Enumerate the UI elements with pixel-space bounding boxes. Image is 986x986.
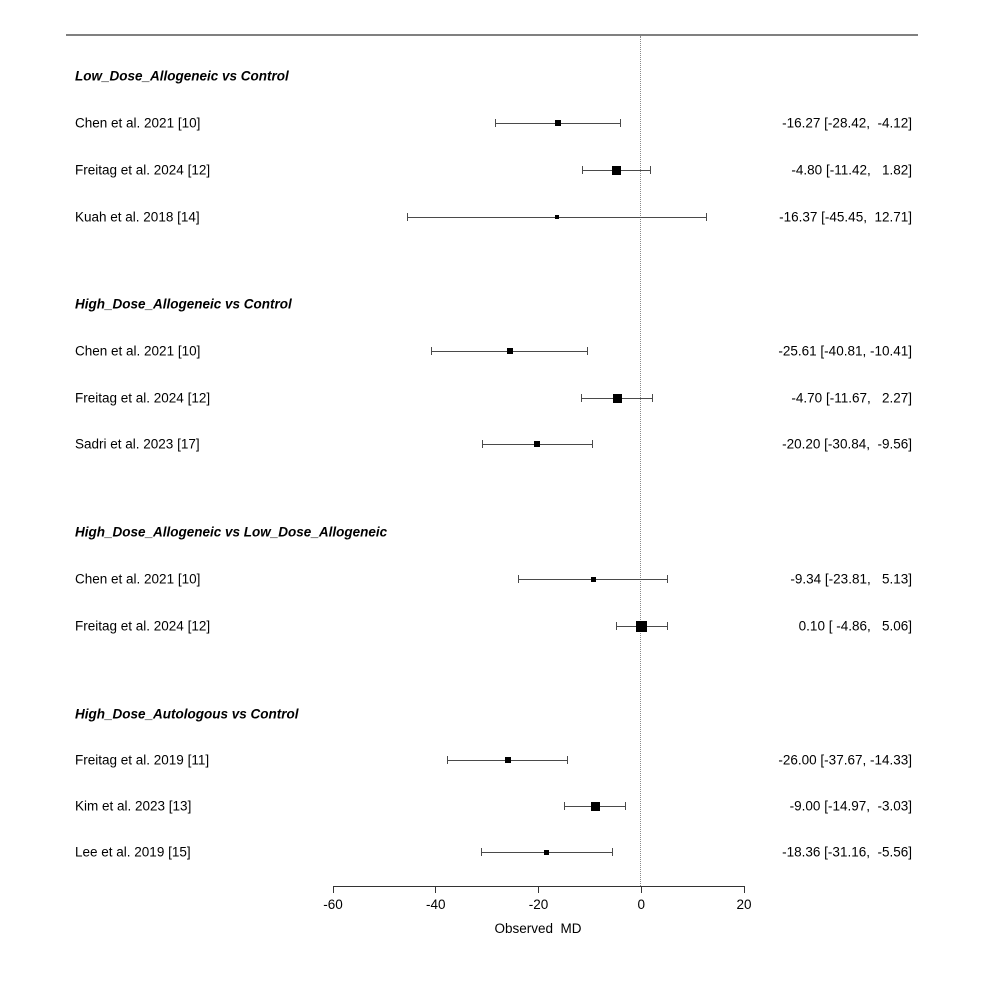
effect-annotation: -18.36 [-31.16, -5.56]: [782, 844, 912, 860]
ci-cap-right: [650, 166, 651, 174]
ci-cap-right: [706, 213, 707, 221]
point-estimate-square: [612, 166, 621, 175]
point-estimate-square: [505, 757, 511, 763]
ci-cap-left: [407, 213, 408, 221]
effect-annotation: 0.10 [ -4.86, 5.06]: [791, 618, 912, 634]
ci-cap-right: [567, 756, 568, 764]
x-axis-title: Observed MD: [494, 921, 582, 936]
ci-cap-left: [518, 575, 519, 583]
ci-cap-left: [581, 394, 582, 402]
ci-cap-left: [482, 440, 483, 448]
point-estimate-square: [555, 120, 561, 126]
x-axis-tick-label: 0: [637, 897, 646, 912]
x-axis-tick-label: -60: [323, 897, 343, 912]
ci-cap-left: [495, 119, 496, 127]
ci-cap-left: [564, 802, 565, 810]
effect-annotation: -4.70 [-11.67, 2.27]: [787, 390, 912, 406]
point-estimate-square: [591, 577, 596, 582]
study-label: Freitag et al. 2024 [12]: [75, 390, 211, 406]
effect-annotation: -20.20 [-30.84, -9.56]: [782, 436, 912, 452]
study-label: Freitag et al. 2024 [12]: [75, 162, 211, 178]
ci-cap-left: [447, 756, 448, 764]
study-label: Chen et al. 2021 [10]: [75, 343, 201, 359]
point-estimate-square: [507, 348, 513, 354]
ci-cap-left: [481, 848, 482, 856]
x-axis-tick-label: -20: [528, 897, 549, 912]
study-label: Sadri et al. 2023 [17]: [75, 436, 200, 452]
ci-cap-right: [587, 347, 588, 355]
effect-annotation: -25.61 [-40.81, -10.41]: [778, 343, 912, 359]
effect-annotation: -9.00 [-14.97, -3.03]: [785, 798, 912, 814]
group-header: High_Dose_Allogeneic vs Control: [75, 296, 292, 312]
effect-annotation: -4.80 [-11.42, 1.82]: [787, 162, 912, 178]
x-axis-tick-label: 20: [736, 897, 752, 912]
point-estimate-square: [591, 802, 600, 811]
ci-cap-right: [620, 119, 621, 127]
study-label: Kuah et al. 2018 [14]: [75, 209, 200, 225]
ci-cap-right: [667, 575, 668, 583]
ci-cap-right: [592, 440, 593, 448]
effect-annotation: -26.00 [-37.67, -14.33]: [778, 752, 912, 768]
study-label: Chen et al. 2021 [10]: [75, 571, 201, 587]
point-estimate-square: [544, 850, 549, 855]
ci-cap-right: [667, 622, 668, 630]
group-header: Low_Dose_Allogeneic vs Control: [75, 68, 289, 84]
group-header: High_Dose_Allogeneic vs Low_Dose_Allogeneic: [75, 524, 388, 540]
top-rule: [66, 34, 918, 36]
ci-cap-left: [616, 622, 617, 630]
x-axis-tick: [333, 886, 334, 893]
effect-annotation: -16.37 [-45.45, 12.71]: [779, 209, 912, 225]
ci-cap-right: [612, 848, 613, 856]
group-header: High_Dose_Autologous vs Control: [75, 706, 299, 722]
x-axis-tick: [641, 886, 642, 893]
ci-cap-right: [652, 394, 653, 402]
point-estimate-square: [613, 394, 622, 403]
study-label: Chen et al. 2021 [10]: [75, 115, 201, 131]
study-label: Lee et al. 2019 [15]: [75, 844, 191, 860]
ci-cap-left: [431, 347, 432, 355]
study-label: Freitag et al. 2019 [11]: [75, 752, 210, 768]
ci-cap-left: [582, 166, 583, 174]
x-axis-tick: [744, 886, 745, 893]
reference-line: [640, 36, 641, 886]
study-label: Freitag et al. 2024 [12]: [75, 618, 211, 634]
x-axis-tick: [538, 886, 539, 893]
study-label: Kim et al. 2023 [13]: [75, 798, 192, 814]
point-estimate-square: [636, 621, 647, 632]
point-estimate-square: [555, 215, 559, 219]
x-axis-tick-label: -40: [425, 897, 446, 912]
effect-annotation: -9.34 [-23.81, 5.13]: [786, 571, 912, 587]
effect-annotation: -16.27 [-28.42, -4.12]: [782, 115, 912, 131]
point-estimate-square: [534, 441, 540, 447]
ci-cap-right: [625, 802, 626, 810]
x-axis-tick: [435, 886, 436, 893]
